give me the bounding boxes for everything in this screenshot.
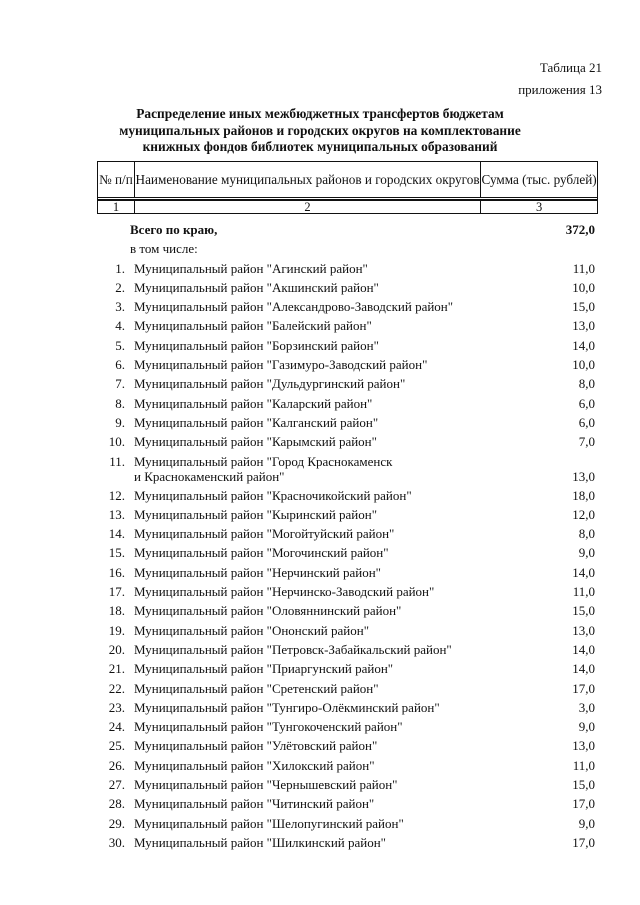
row-sum: 14,0 xyxy=(572,337,595,353)
district-name: Муниципальный район "Приаргунский район" xyxy=(134,661,394,677)
row-sum: 18,0 xyxy=(572,487,595,503)
table-row xyxy=(97,432,598,451)
district-name: Муниципальный район "Нерчинско-Заводский район" xyxy=(134,584,435,600)
row-sum: 9,0 xyxy=(578,719,595,735)
row-sum: 13,0 xyxy=(572,318,595,334)
district-name: Муниципальный район "Дульдургинский район" xyxy=(134,376,406,392)
row-number: 29. xyxy=(108,815,125,831)
row-number: 8. xyxy=(115,395,125,411)
row-sum: 10,0 xyxy=(572,357,595,373)
row-sum: 6,0 xyxy=(578,395,595,411)
row-number: 19. xyxy=(108,622,125,638)
row-number: 18. xyxy=(108,603,125,619)
table-row xyxy=(97,394,598,413)
row-sum: 3,0 xyxy=(578,699,595,715)
table-row xyxy=(97,582,598,601)
row-number: 5. xyxy=(115,337,125,353)
table-row xyxy=(97,413,598,432)
table-row xyxy=(97,524,598,543)
district-name: Муниципальный район "Карымский район" xyxy=(134,434,377,450)
row-sum: 7,0 xyxy=(578,434,595,450)
row-number: 23. xyxy=(108,699,125,715)
table-row xyxy=(97,452,598,486)
row-number: 3. xyxy=(115,299,125,315)
table-row xyxy=(97,717,598,736)
row-sum: 14,0 xyxy=(572,564,595,580)
row-sum: 13,0 xyxy=(572,738,595,754)
row-sum: 12,0 xyxy=(572,506,595,522)
column-header-sum: Сумма (тыс. рублей) xyxy=(481,162,598,198)
district-name: Муниципальный район "Агинский район" xyxy=(134,260,368,276)
district-name: Муниципальный район "Газимуро-Заводский район" xyxy=(134,357,428,373)
district-name-line1: Муниципальный район "Город Краснокаменск xyxy=(134,453,393,469)
row-sum: 17,0 xyxy=(572,834,595,850)
table-row xyxy=(97,736,598,755)
district-name: Муниципальный район "Нерчинский район" xyxy=(134,564,381,580)
row-number: 14. xyxy=(108,526,125,542)
subtotal-note-row xyxy=(97,239,598,258)
document-title: Распределение иных межбюджетных трансфертов бюджетам муниципальных районов и городских округов на комплектование книжных фондов библиотек муниципальных образований xyxy=(119,106,521,154)
row-number: 4. xyxy=(115,318,125,334)
row-sum: 13,0 xyxy=(572,468,595,484)
row-sum: 17,0 xyxy=(572,680,595,696)
row-number: 30. xyxy=(108,834,125,850)
table-row xyxy=(97,659,598,678)
row-sum: 6,0 xyxy=(578,414,595,430)
row-sum: 8,0 xyxy=(578,526,595,542)
table-row xyxy=(97,355,598,374)
district-name: Муниципальный район "Хилокский район" xyxy=(134,757,375,773)
row-number: 25. xyxy=(108,738,125,754)
district-name: Муниципальный район "Могочинский район" xyxy=(134,545,389,561)
district-name: Муниципальный район "Шелопугинский район" xyxy=(134,815,404,831)
row-number: 27. xyxy=(108,777,125,793)
district-name: Муниципальный район "Каларский район" xyxy=(134,395,373,411)
row-number: 12. xyxy=(108,487,125,503)
row-sum: 15,0 xyxy=(572,299,595,315)
district-name: Муниципальный район "Чернышевский район" xyxy=(134,777,398,793)
row-sum: 17,0 xyxy=(572,796,595,812)
row-sum: 14,0 xyxy=(572,661,595,677)
district-name: Муниципальный район "Тунгиро-Олёкминский район" xyxy=(134,699,440,715)
row-sum: 15,0 xyxy=(572,603,595,619)
district-name: Муниципальный район "Могойтуйский район" xyxy=(134,526,395,542)
table-row xyxy=(97,563,598,582)
table-body xyxy=(97,220,598,852)
total-label: Всего по краю, xyxy=(130,222,218,237)
table-row xyxy=(97,543,598,562)
column-header-num: № п/п xyxy=(98,162,135,198)
district-name: Муниципальный район "Балейский район" xyxy=(134,318,372,334)
row-number: 16. xyxy=(108,564,125,580)
total-value: 372,0 xyxy=(565,222,595,237)
row-number: 1. xyxy=(115,260,125,276)
district-name: Муниципальный район "Тунгокоченский район" xyxy=(134,719,403,735)
district-name: Муниципальный район "Ононский район" xyxy=(134,622,370,638)
row-number: 17. xyxy=(108,584,125,600)
row-number: 15. xyxy=(108,545,125,561)
table-header xyxy=(97,161,598,214)
row-sum: 13,0 xyxy=(572,622,595,638)
district-name-line2: и Краснокаменский район" xyxy=(134,468,285,484)
row-number: 11. xyxy=(109,453,125,469)
row-number: 20. xyxy=(108,641,125,657)
district-name: Муниципальный район "Петровск-Забайкальский район" xyxy=(134,641,452,657)
row-sum: 14,0 xyxy=(572,641,595,657)
table-row xyxy=(97,601,598,620)
table-row xyxy=(97,756,598,775)
row-number: 28. xyxy=(108,796,125,812)
row-sum: 11,0 xyxy=(572,260,595,276)
district-name: Муниципальный район "Улётовский район" xyxy=(134,738,378,754)
row-number: 26. xyxy=(108,757,125,773)
district-name: Муниципальный район "Калганский район" xyxy=(134,414,379,430)
district-name: Муниципальный район "Акшинский район" xyxy=(134,279,379,295)
table-row xyxy=(97,336,598,355)
table-row xyxy=(97,698,598,717)
district-name: Муниципальный район "Сретенский район" xyxy=(134,680,379,696)
row-sum: 11,0 xyxy=(572,584,595,600)
district-name: Муниципальный район "Александрово-Заводский район" xyxy=(134,299,454,315)
table-row xyxy=(97,505,598,524)
table-number-label: Таблица 21 xyxy=(539,60,602,75)
district-name: Муниципальный район "Читинский район" xyxy=(134,796,375,812)
row-number: 10. xyxy=(108,434,125,450)
row-number: 2. xyxy=(115,279,125,295)
column-index-name: 2 xyxy=(134,200,480,214)
table-row xyxy=(97,374,598,393)
district-name: Муниципальный район "Оловяннинский район" xyxy=(134,603,402,619)
row-number: 22. xyxy=(108,680,125,696)
table-row xyxy=(97,775,598,794)
table-row xyxy=(97,794,598,813)
table-row xyxy=(97,814,598,833)
district-rows xyxy=(97,259,598,853)
column-header-name: Наименование муниципальных районов и городских округов xyxy=(134,162,480,198)
column-index-num: 1 xyxy=(98,200,135,214)
appendix-label: приложения 13 xyxy=(518,82,602,97)
row-sum: 11,0 xyxy=(572,757,595,773)
district-name: Муниципальный район "Красночикойский район" xyxy=(134,487,412,503)
total-row xyxy=(97,220,598,239)
row-number: 6. xyxy=(115,357,125,373)
table-row xyxy=(97,316,598,335)
row-sum: 9,0 xyxy=(578,545,595,561)
table-row xyxy=(97,278,598,297)
table-row xyxy=(97,297,598,316)
district-name xyxy=(134,454,514,484)
row-sum: 8,0 xyxy=(578,376,595,392)
district-name: Муниципальный район "Кыринский район" xyxy=(134,506,378,522)
column-index-sum: 3 xyxy=(481,200,598,214)
table-row xyxy=(97,259,598,278)
row-number: 24. xyxy=(108,719,125,735)
district-name: Муниципальный район "Шилкинский район" xyxy=(134,834,386,850)
district-name: Муниципальный район "Борзинский район" xyxy=(134,337,379,353)
row-sum: 15,0 xyxy=(572,777,595,793)
table-row xyxy=(97,833,598,852)
row-number: 21. xyxy=(108,661,125,677)
row-number: 7. xyxy=(115,376,125,392)
row-number: 9. xyxy=(115,414,125,430)
table-row xyxy=(97,679,598,698)
table-row xyxy=(97,621,598,640)
table-row xyxy=(97,640,598,659)
including-label: в том числе: xyxy=(130,241,198,257)
row-sum: 9,0 xyxy=(578,815,595,831)
table-row xyxy=(97,486,598,505)
row-number: 13. xyxy=(108,506,125,522)
row-sum: 10,0 xyxy=(572,279,595,295)
